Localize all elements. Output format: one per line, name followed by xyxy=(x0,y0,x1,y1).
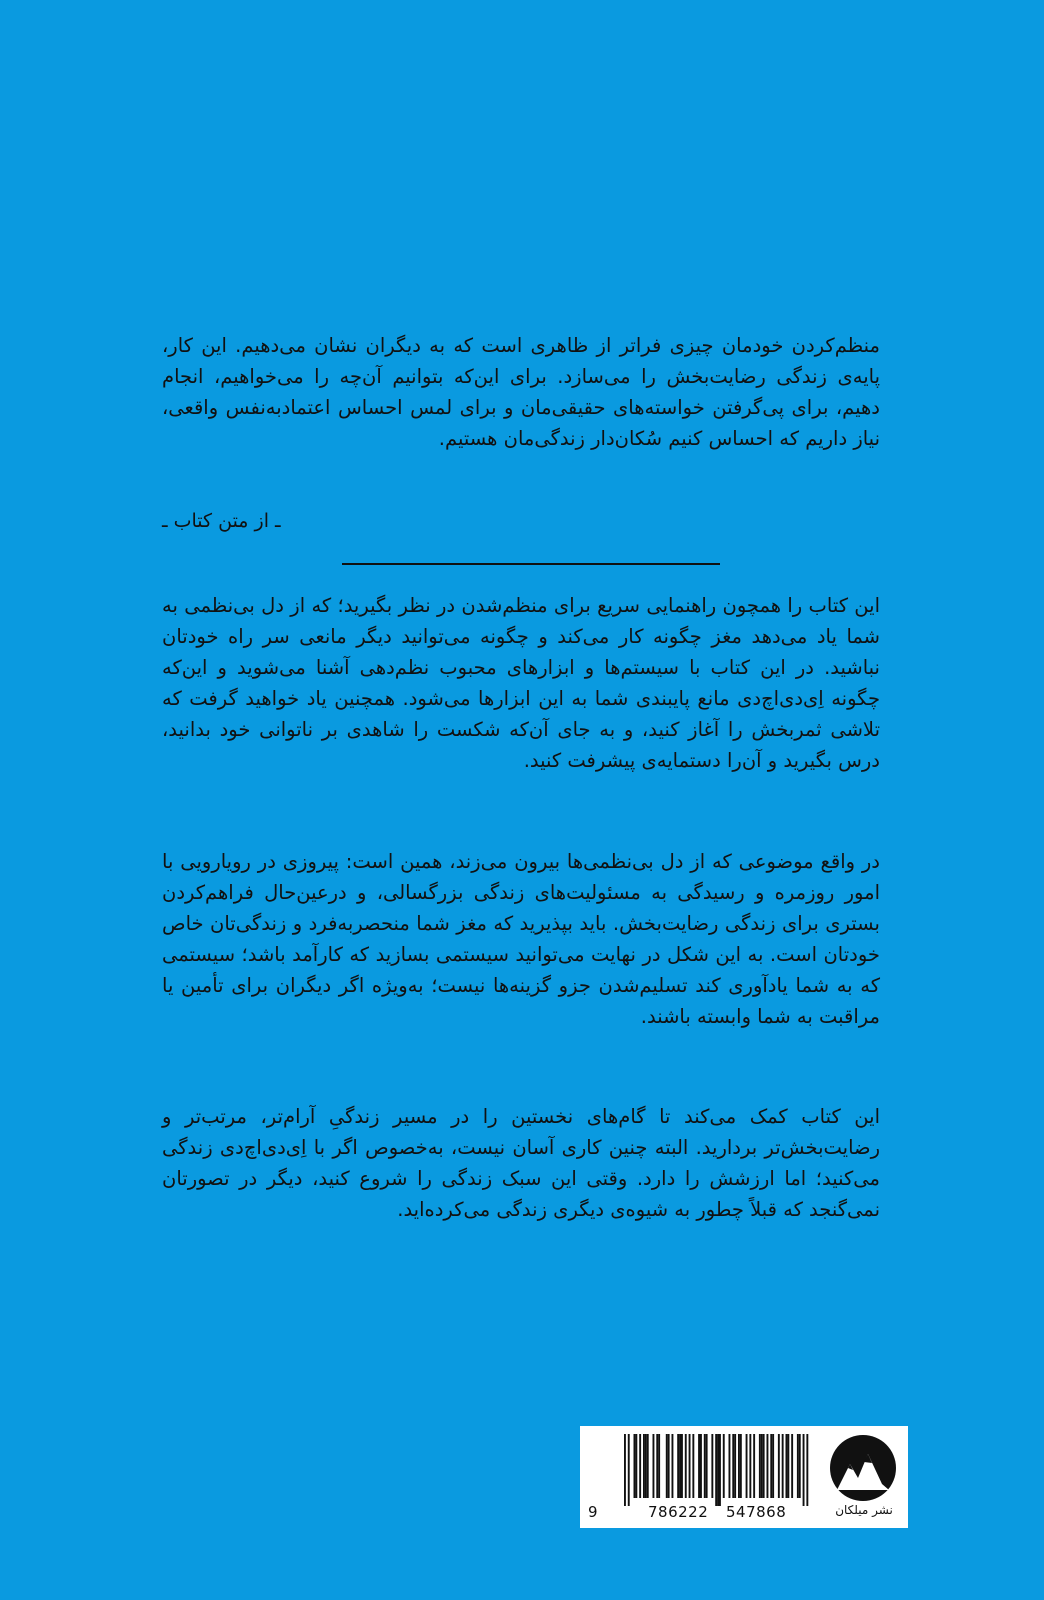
barcode-bar xyxy=(753,1434,755,1498)
barcode-bar xyxy=(679,1434,681,1498)
barcode-bar xyxy=(706,1434,708,1498)
barcode-bar xyxy=(763,1434,765,1498)
barcode-bar xyxy=(782,1434,784,1498)
barcode-bar xyxy=(740,1434,742,1498)
barcode-bar xyxy=(761,1434,763,1498)
barcode-bar xyxy=(772,1434,774,1498)
barcode-bar xyxy=(666,1434,668,1498)
barcode-bar xyxy=(738,1434,740,1498)
barcode-bar xyxy=(803,1434,805,1506)
section-divider xyxy=(342,563,720,565)
barcode-bar xyxy=(715,1434,717,1506)
barcode-bar xyxy=(799,1434,801,1498)
barcode-bar xyxy=(734,1434,736,1498)
barcode-bar xyxy=(700,1434,702,1498)
barcode-bar xyxy=(723,1434,725,1498)
barcode-bar xyxy=(732,1434,734,1498)
description-paragraph-1: این کتاب را همچون راهنمایی سریع برای منظم‌شدن در نظر بگیرید؛ که از دل بی‌نظمی به شما یاد می‌دهد مغز چگونه کار می‌کند و چگونه می‌توانید دیگر مانعی سر راه خودتان نباشید. در این کتاب با سیستم‌ها و ابزارهای محبوب نظم‌دهی آشنا می‌شوید و این‌که چگونه اِی‌دی‌اچ‌دی مانع پایبندی شما به این ابزارها می‌شود. همچنین یاد خواهید گرفت که تلاشی ثمربخش را آغاز کنید، و به جای آن‌که شکست را شاهدی بر ناتوانی خود بدانید، درس بگیرید و آن‌را دستمایه‌ی پیشرفت کنید. xyxy=(162,594,880,772)
quote-attribution: ـ از متن کتاب ـ xyxy=(162,510,281,532)
back-cover-quote: منظم‌کردن خودمان چیزی فراتر از ظاهری است که به دیگران نشان می‌دهیم. این کار، پایه‌ی زندگی رضایت‌بخش را می‌سازد. برای این‌که بتوانیم آن‌چه را می‌خواهیم، انجام دهیم، برای پی‌گرفتن خواسته‌های حقیقی‌مان و برای لمس احساس اعتمادبه‌نفس واقعی، نیاز داریم که احساس کنیم سُکان‌دار زندگی‌مان هستیم. xyxy=(162,334,880,450)
barcode-bar xyxy=(770,1434,772,1498)
isbn-lead-digit: 9 xyxy=(588,1503,598,1521)
barcode-bar xyxy=(656,1434,658,1498)
barcode-bar xyxy=(624,1434,626,1506)
barcode-bar xyxy=(635,1434,637,1498)
description-paragraph-3: این کتاب کمک می‌کند تا گام‌های نخستین را در مسیر زندگیِ آرام‌تر، مرتب‌تر و رضایت‌بخش‌تر بردارید. البته چنین کاری آسان نیست، به‌خصوص اگر با اِی‌دی‌اچ‌دی زندگی می‌کنید؛ اما ارزشش را دارد. وقتی این سبک زندگی را شروع کنید، دیگر در تصورتان نمی‌گنجد که قبلاً چطور به شیوه‌ی دیگری زندگی می‌کرده‌اید. xyxy=(162,1105,880,1221)
barcode-bar xyxy=(717,1434,719,1506)
barcode-bar xyxy=(787,1434,789,1498)
barcode-panel xyxy=(580,1426,908,1528)
barcode-bar xyxy=(698,1434,700,1498)
barcode-bar xyxy=(778,1434,780,1498)
barcode-bar xyxy=(634,1434,636,1498)
barcode-bar xyxy=(658,1434,660,1498)
isbn-group-right: 547868 xyxy=(726,1503,787,1521)
description-paragraph-2: در واقع موضوعی که از دل بی‌نظمی‌ها بیرون می‌زند، همین است: پیروزی در رویارویی با امور روزمره و رسیدگی به مسئولیت‌های زندگی بزرگسالی، و درعین‌حال فراهم‌کردن بستری برای زندگی رضایت‌بخش. باید بپذیرید که مغز شما منحصربه‌فرد و زندگی‌تان خاص خودتان است. به این شکل در نهایت می‌توانید سیستمی بسازید که کارآمد باشد؛ سیستمی که به شما یادآوری کند تسلیم‌شدن جزو گزینه‌ها نیست؛ به‌ویژه اگر دیگران برای تأمین یا مراقبت به شما وابسته باشند. xyxy=(162,850,880,1028)
isbn-barcode xyxy=(624,1434,814,1506)
barcode-bar xyxy=(711,1434,713,1498)
barcode-bar xyxy=(759,1434,761,1498)
barcode-bar xyxy=(719,1434,721,1506)
barcode-bar xyxy=(647,1434,649,1498)
barcode-bar xyxy=(685,1434,687,1498)
barcode-bar xyxy=(643,1434,645,1498)
barcode-bar xyxy=(689,1434,691,1498)
isbn-group-left: 786222 xyxy=(648,1503,709,1521)
barcode-bar xyxy=(672,1434,674,1498)
barcode-bar xyxy=(668,1434,670,1498)
barcode-bar xyxy=(746,1434,748,1498)
barcode-bar xyxy=(653,1434,655,1498)
barcode-bar xyxy=(797,1434,799,1498)
barcode-bar xyxy=(704,1434,706,1498)
barcode-bar xyxy=(767,1434,769,1498)
barcode-bar xyxy=(639,1434,641,1498)
barcode-bar xyxy=(786,1434,788,1498)
barcode-bar xyxy=(749,1434,751,1498)
barcode-bar xyxy=(681,1434,683,1498)
barcode-bar xyxy=(677,1434,679,1498)
barcode-bar xyxy=(692,1434,694,1498)
barcode-bar xyxy=(628,1434,630,1506)
barcode-bar xyxy=(729,1434,731,1498)
barcode-bar xyxy=(791,1434,793,1498)
publisher-name: نشر میلکان xyxy=(835,1503,893,1517)
barcode-bar xyxy=(645,1434,647,1498)
barcode-bar xyxy=(806,1434,808,1506)
